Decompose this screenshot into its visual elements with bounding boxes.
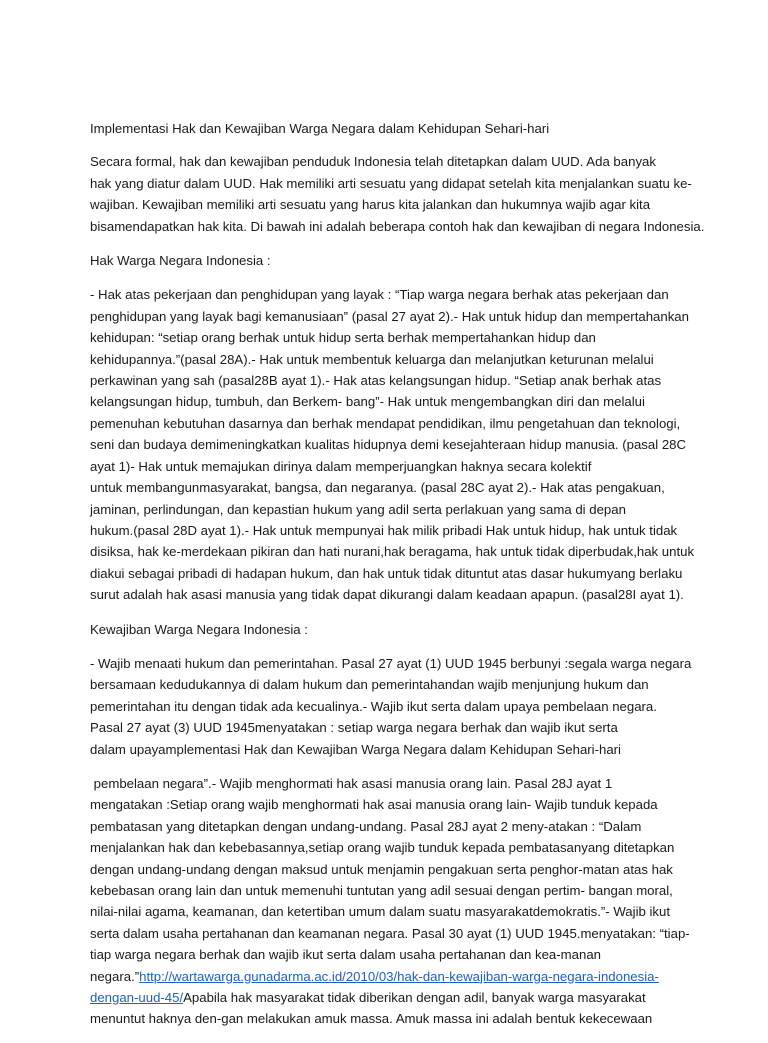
hak-line: penghidupan yang layak bagi kemanusiaan” (pasal 27 ayat 2).- Hak untuk hidup dan mempertahankan xyxy=(90,308,689,324)
continued-line: tiap warga negara berhak dan wajib ikut serta dalam usaha pertahanan dan kea-manan xyxy=(90,947,601,963)
intro-line: wajiban. Kewajiban memiliki arti sesuatu yang harus kita jalankan dan hukumnya wajib agar kita xyxy=(90,197,651,213)
intro-line: Secara formal, hak dan kewajiban penduduk Indonesia telah ditetapkan dalam UUD. Ada banyak xyxy=(90,154,656,170)
link-line-continued xyxy=(90,987,680,1008)
document-title xyxy=(90,118,680,139)
hak-line: diakui sebagai pribadi di hadapan hukum, dan hak untuk tidak dituntut atas dasar hukumyang berlaku xyxy=(90,565,683,581)
heading-hak-text: Hak Warga Negara Indonesia : xyxy=(90,253,271,269)
intro-line: bisamendapatkan hak kita. Di bawah ini adalah beberapa contoh hak dan kewajiban di negara Indonesia. xyxy=(90,218,705,234)
heading-kewajiban-text: Kewajiban Warga Negara Indonesia : xyxy=(90,621,308,637)
link-prefix: negara.” xyxy=(90,968,140,984)
link-suffix: Apabila hak masyarakat tidak diberikan dengan adil, banyak warga masyarakat xyxy=(183,990,646,1006)
hak-line: kehidupannya.”(pasal 28A).- Hak untuk membentuk keluarga dan melanjutkan keturunan melalui xyxy=(90,351,654,367)
continued-line: kebebasan orang lain dan untuk memenuhi tuntutan yang adil sesuai dengan pertim- bangan moral, xyxy=(90,883,673,898)
continued-line: menjalankan hak dan kebebasannya,setiap orang wajib tunduk kepada pembatasanyang ditetapkan xyxy=(90,840,675,856)
hak-paragraph xyxy=(90,284,695,605)
intro-paragraph xyxy=(90,151,705,237)
continued-paragraph xyxy=(90,773,690,1030)
heading-kewajiban xyxy=(90,619,680,640)
hak-line: ayat 1)- Hak untuk memajukan dirinya dalam memperjuangkan haknya secara kolektif xyxy=(90,458,592,474)
continued-line: dengan undang-undang dengan maksud untuk menjamin pengakuan serta penghor-matan atas hak xyxy=(90,861,673,877)
kewajiban-paragraph xyxy=(90,653,692,760)
hak-line: jaminan, perlindungan, dan kepastian hukum yang adil serta perlakuan yang sama di depan xyxy=(90,501,626,517)
continued-line: pembatasan yang ditetapkan dengan undang-undang. Pasal 28J ayat 2 meny-atakan : “Dalam xyxy=(90,818,642,834)
continued-line: pembelaan negara”.- Wajib menghormati hak asasi manusia orang lain. Pasal 28J ayat 1 xyxy=(90,775,613,791)
hak-line: surut adalah hak asasi manusia yang tidak dapat dikurangi dalam keadaan apapun. (pasal28I ayat 1). xyxy=(90,587,684,603)
kewajiban-line: bersamaan kedudukannya di dalam hukum dan pemerintahandan wajib menjunjung hukum dan xyxy=(90,677,649,693)
title-text: Implementasi Hak dan Kewajiban Warga Negara dalam Kehidupan Sehari-hari xyxy=(90,121,550,136)
link-line xyxy=(90,966,680,987)
hak-line: untuk membangunmasyarakat, bangsa, dan negaranya. (pasal 28C ayat 2).- Hak atas pengakuan, xyxy=(90,480,665,496)
hak-line: perkawinan yang sah (pasal28B ayat 1).- Hak atas kelangsungan hidup. “Setiap anak berhak atas xyxy=(90,373,662,389)
kewajiban-line: - Wajib menaati hukum dan pemerintahan. Pasal 27 ayat (1) UUD 1945 berbunyi :segala warga negara xyxy=(90,655,692,671)
continued-line: serta dalam usaha pertahanan dan keamanan negara. Pasal 30 ayat (1) UUD 1945.menyatakan: “tiap- xyxy=(90,925,690,941)
document-body xyxy=(90,118,705,1043)
hak-line: kelangsungan hidup, tumbuh, dan Berkem- bang”- Hak untuk mengembangkan diri dan melalui xyxy=(90,394,645,410)
intro-line: hak yang diatur dalam UUD. Hak memiliki arti sesuatu yang didapat setelah kita menjalankan suatu ke- xyxy=(90,175,692,191)
hak-line: seni dan budaya demimeningkatkan kualitas hidupnya demi kesejahteraan hidup manusia. (pasal 28C xyxy=(90,437,687,453)
continued-line: nilai-nilai agama, keamanan, dan ketertiban umum dalam suatu masyarakatdemokratis.”- Wajib ikut xyxy=(90,904,671,920)
kewajiban-line: dalam upayamplementasi Hak dan Kewajiban Warga Negara dalam Kehidupan Sehari-hari xyxy=(90,741,621,757)
final-line: menuntut haknya den-gan melakukan amuk massa. Amuk massa ini adalah bentuk kekecewaan xyxy=(90,1011,653,1027)
source-link[interactable]: http://wartawarga.gunadarma.ac.id/2010/03/hak-dan-kewajiban-warga-negara-indonesia- xyxy=(139,968,659,984)
kewajiban-line: pemerintahan itu dengan tidak ada kecualinya.- Wajib ikut serta dalam upaya pembelaan negara. xyxy=(90,698,657,714)
hak-line: - Hak atas pekerjaan dan penghidupan yang layak : “Tiap warga negara berhak atas pekerjaan dan xyxy=(90,287,669,303)
hak-line: hukum.(pasal 28D ayat 1).- Hak untuk mempunyai hak milik pribadi Hak untuk hidup, hak untuk tidak xyxy=(90,522,678,538)
kewajiban-line: Pasal 27 ayat (3) UUD 1945menyatakan : setiap warga negara berhak dan wajib ikut serta xyxy=(90,720,618,736)
hak-line: disiksa, hak ke-merdekaan pikiran dan hati nurani,hak beragama, hak untuk tidak diperbudak,hak untuk xyxy=(90,544,695,560)
continued-line: mengatakan :Setiap orang wajib menghormati hak asai manusia orang lain- Wajib tunduk kepada xyxy=(90,797,658,813)
hak-line: pemenuhan kebutuhan dasarnya dan berhak mendapat pendidikan, ilmu pengetahuan dan teknologi, xyxy=(90,415,681,431)
source-link-continued[interactable]: dengan-uud-45/ xyxy=(90,990,184,1006)
hak-line: kehidupan: “setiap orang berhak untuk hidup serta berhak mempertahankan hidup dan xyxy=(90,330,596,346)
heading-hak xyxy=(90,250,680,271)
